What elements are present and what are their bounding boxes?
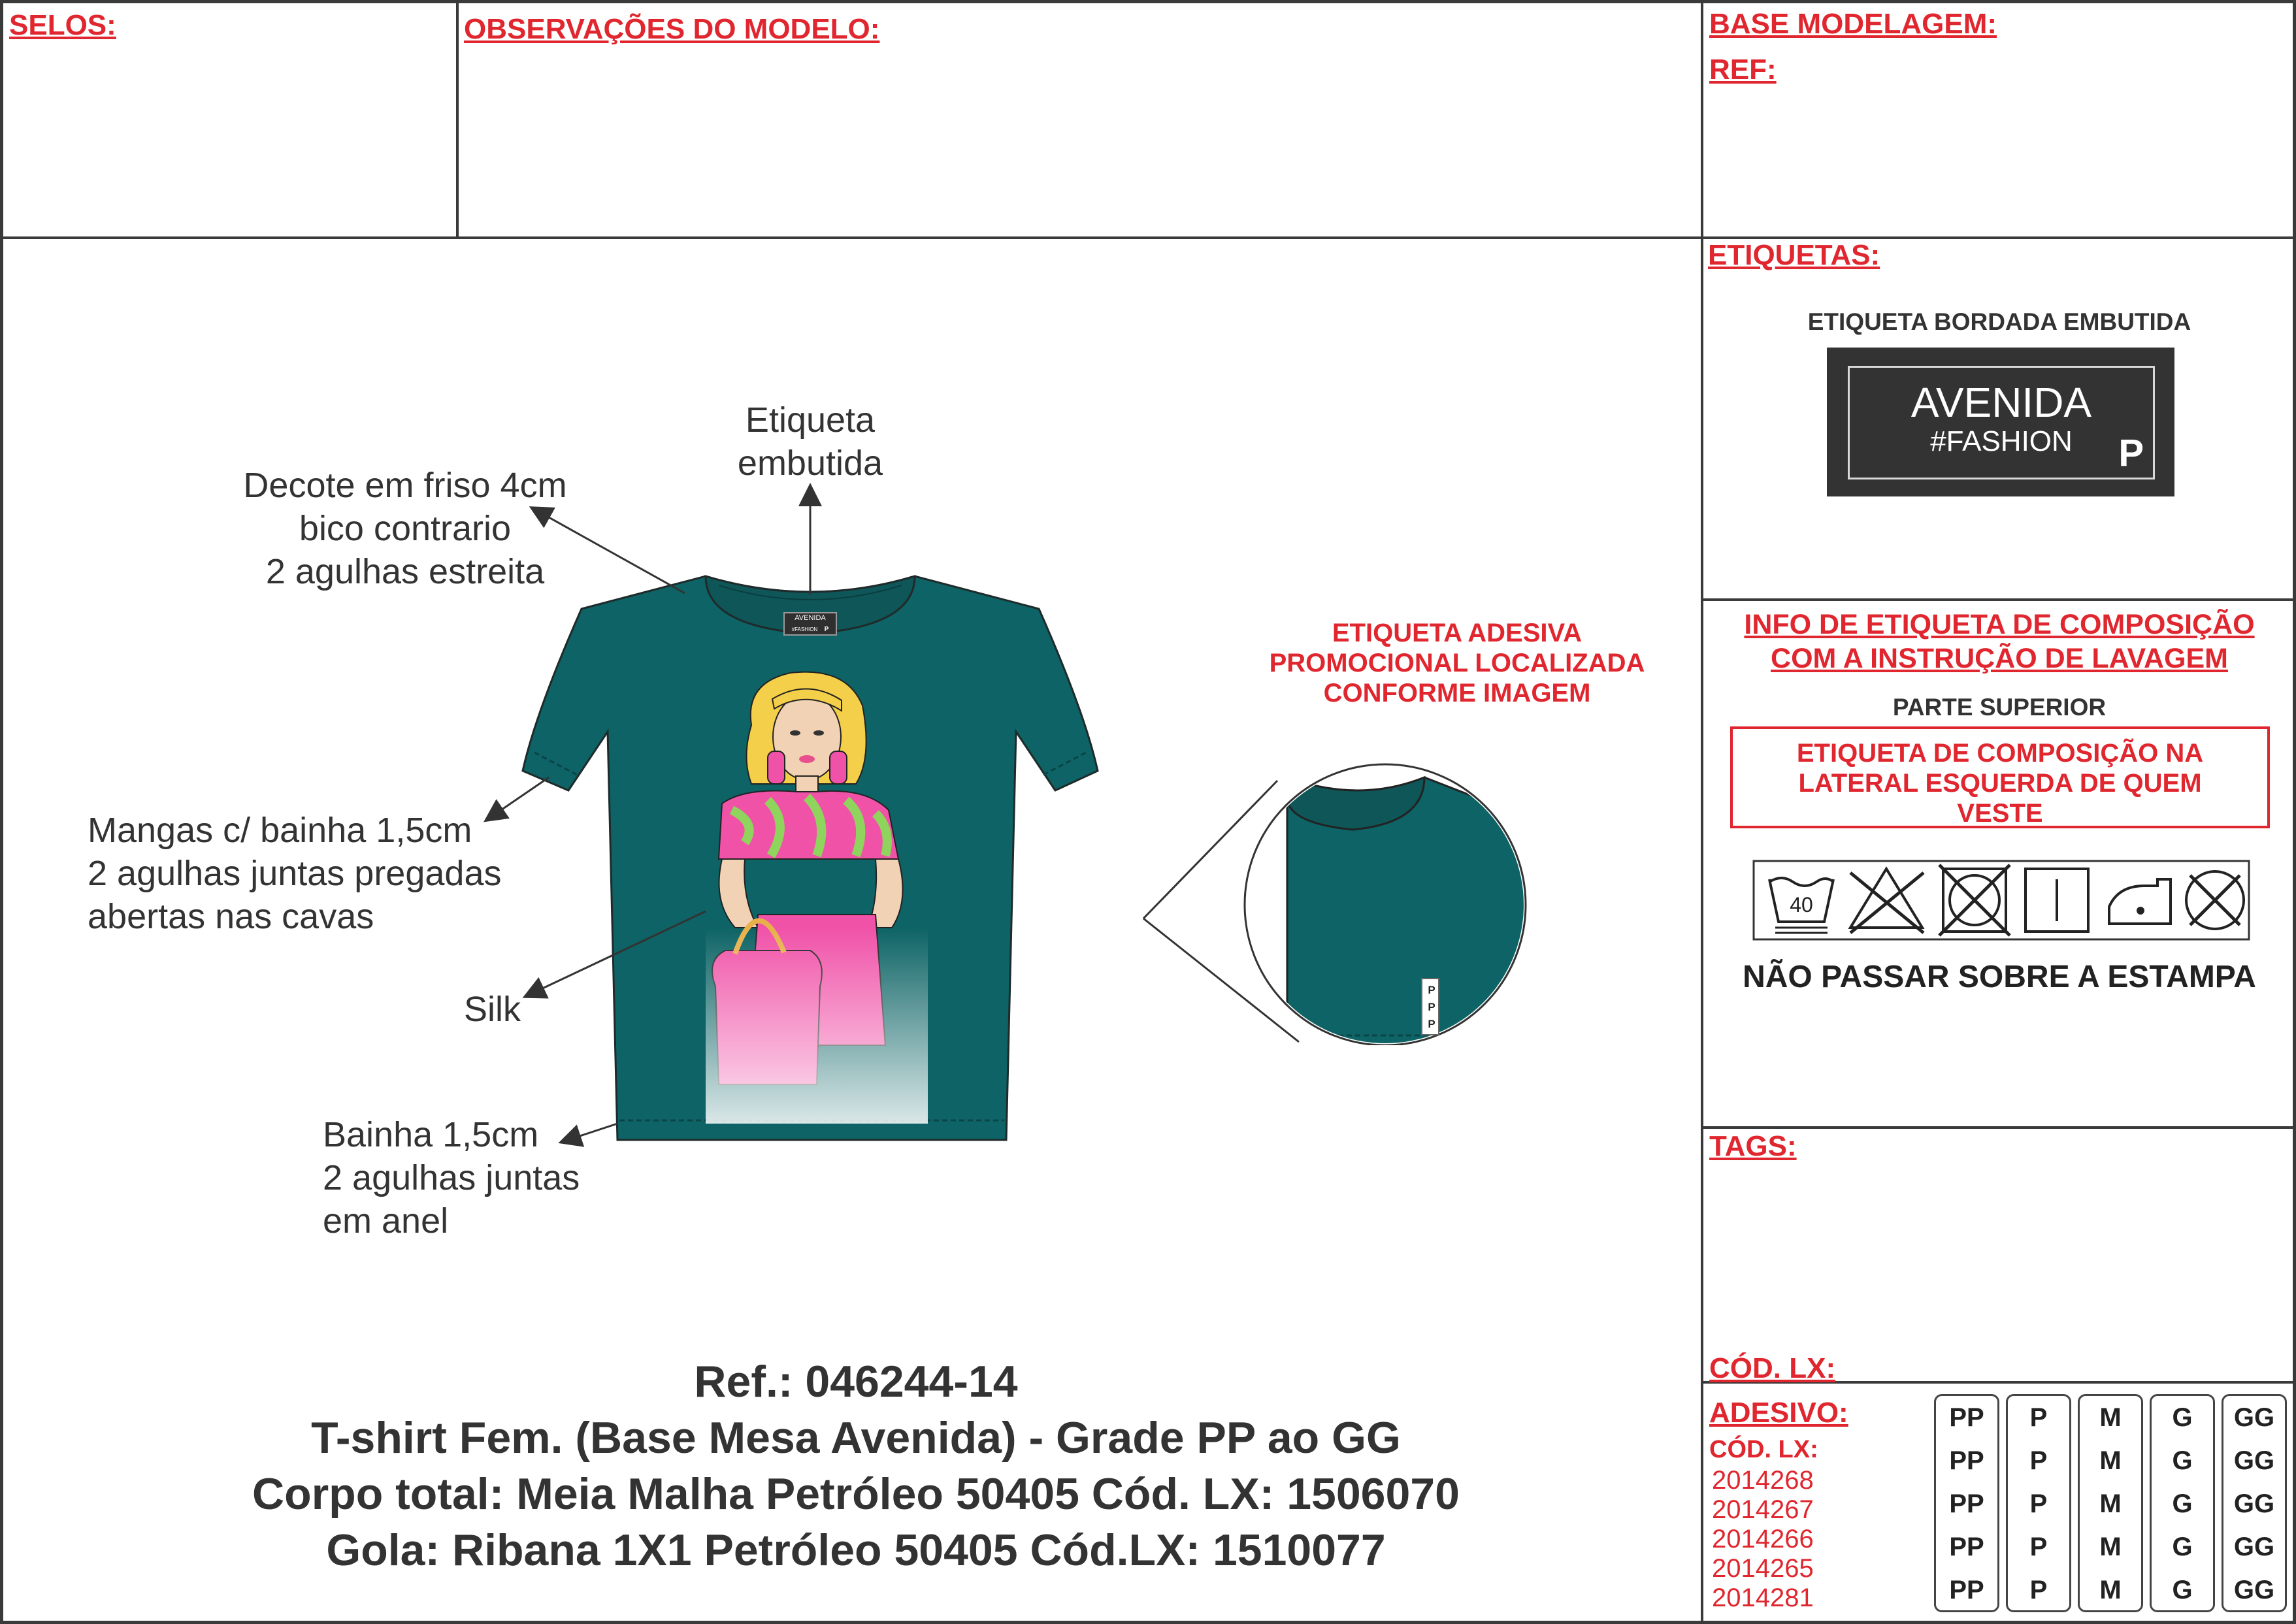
footer-info [26,1354,1686,1578]
base-modelagem-heading: BASE MODELAGEM: [1709,8,1997,40]
composicao-box: ETIQUETA DE COMPOSIÇÃO NA LATERAL ESQUERDA DE QUEM VESTE [1730,726,2270,828]
annotation-mangas: Mangas c/ bainha 1,5cm 2 agulhas juntas pregadas abertas nas cavas [88,811,502,936]
adesivo-codes [1712,1466,1814,1613]
brand-label-size: P [2118,432,2144,474]
adesivo-code-3: 2014266 [1712,1525,1814,1553]
adesivo-cod-label: CÓD. LX: [1709,1436,1818,1463]
care-warning: NÃO PASSAR SOBRE A ESTAMPA [1743,960,2256,994]
footer-ref: Ref.: 046244-14 [694,1357,1018,1406]
composicao-heading: INFO DE ETIQUETA DE COMPOSIÇÃO COM A INSTRUÇÃO DE LAVAGEM [1744,609,2255,674]
neck-label [784,614,836,636]
selos-heading: SELOS: [9,9,116,41]
care-symbols [1752,860,2250,941]
observacoes-heading: OBSERVAÇÕES DO MODELO: [464,13,880,45]
size-column-pp: PP PP PP PP PP [1934,1394,1999,1612]
sticker-size-2: P [1428,1001,1435,1013]
annotation-etiqueta-embutida: Etiqueta embutida [737,400,883,483]
neck-label-size: P [824,626,829,633]
brand-label [1827,348,2174,496]
adesivo-code-5: 2014281 [1712,1583,1814,1612]
etiquetas-heading: ETIQUETAS: [1708,239,1880,271]
etiqueta-bordada-title: ETIQUETA BORDADA EMBUTIDA [1807,308,2191,335]
sticker-size-1: P [1428,984,1435,996]
cod-lx-heading: CÓD. LX: [1709,1352,1836,1384]
tags-heading: TAGS: [1709,1130,1797,1162]
sticker-size-3: P [1428,1018,1435,1030]
size-column-g: G G G G G [2150,1394,2215,1612]
ref-heading: REF: [1709,54,1777,86]
annotation-decote: Decote em friso 4cm bico contrario 2 agulhas estreita [243,466,567,591]
footer-line2: Corpo total: Meia Malha Petróleo 50405 Cód. LX: 1506070 [252,1469,1460,1519]
size-column-gg: GG GG GG GG GG [2222,1394,2287,1612]
annotation-bainha: Bainha 1,5cm 2 agulhas juntas em anel [323,1115,580,1241]
sticker-sizes [1423,982,1440,1033]
brand-label-tagline: #FASHION [1930,425,2073,457]
brand-label-name: AVENIDA [1911,379,2092,426]
adesivo-code-2: 2014267 [1712,1495,1814,1524]
adesivo-code-1: 2014268 [1712,1466,1814,1495]
annotation-silk: Silk [464,990,521,1029]
adesivo-code-4: 2014265 [1712,1554,1814,1583]
size-column-m: M M M M M [2078,1394,2143,1612]
adesivo-heading: ADESIVO: [1709,1397,1848,1429]
neck-label-tagline: #FASHION [791,626,818,632]
size-column-p: P P P P P [2006,1394,2071,1612]
no-tumble-dry-icon [1939,865,2010,935]
annotation-etiqueta-adesiva: ETIQUETA ADESIVA PROMOCIONAL LOCALIZADA CONFORME IMAGEM [1269,619,1645,707]
footer-line3: Gola: Ribana 1X1 Petróleo 50405 Cód.LX: 1510077 [326,1525,1386,1575]
neck-label-brand: AVENIDA [795,614,826,622]
svg-text:40: 40 [1790,893,1813,917]
parte-superior: PARTE SUPERIOR [1892,694,2107,721]
footer-line1: T-shirt Fem. (Base Mesa Avenida) - Grade PP ao GG [311,1413,1401,1463]
